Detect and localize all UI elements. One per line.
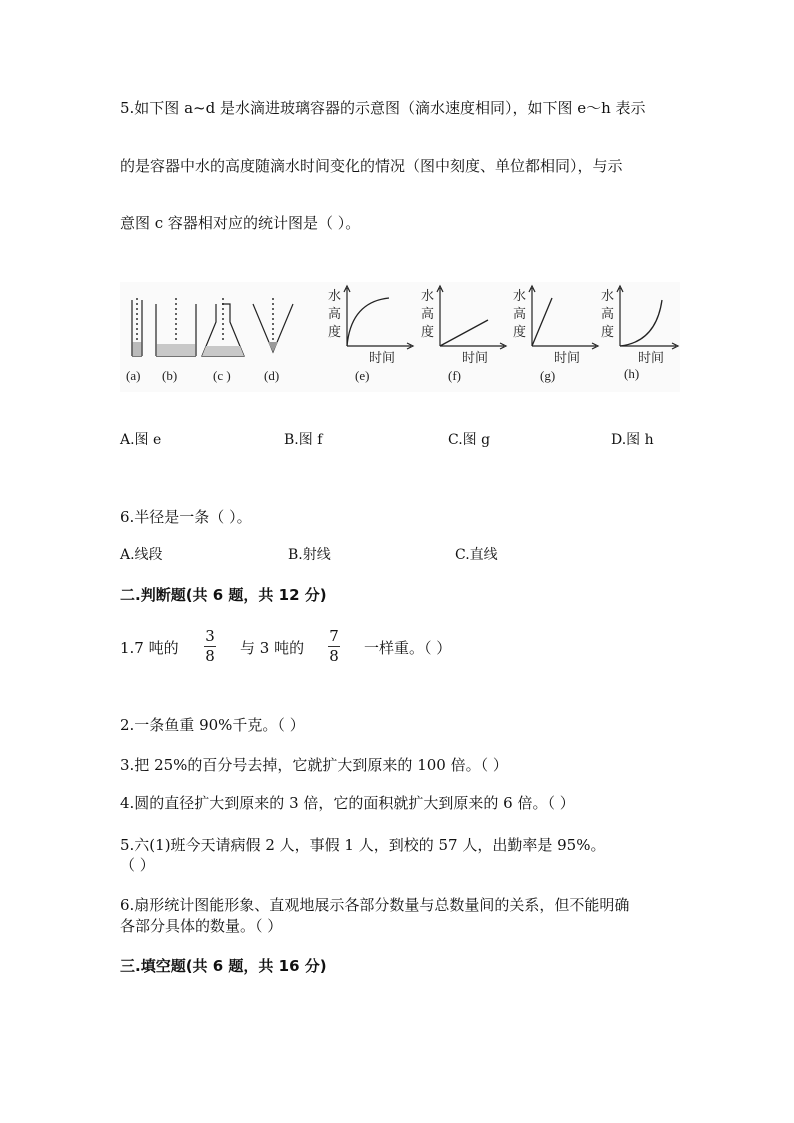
q6-option-b[interactable]: B.射线 [288,547,331,563]
judge-item-1-prefix: 1.7 吨的 [120,639,179,657]
judge-item-4: 4.圆的直径扩大到原来的 3 倍，它的面积就扩大到原来的 6 倍。（ ） [120,794,575,812]
svg-text:水: 水 [513,289,527,304]
label-g: (g) [540,368,556,383]
svg-text:时间: 时间 [554,351,581,366]
q5-option-c[interactable]: C.图 g [448,432,491,448]
svg-text:度: 度 [328,325,342,340]
svg-text:高: 高 [328,307,342,322]
judge-item-1-middle: 与 3 吨的 [240,639,305,657]
svg-text:高: 高 [513,307,527,322]
svg-text:度: 度 [421,325,435,340]
section3-heading: 三.填空题(共 6 题，共 16 分) [120,957,327,975]
judge-item-6-line2: 各部分具体的数量。（ ） [120,917,283,935]
judge-item-5-answer: （ ） [120,856,155,874]
judge-item-5: 5.六(1)班今天请病假 2 人，事假 1 人，到校的 57 人，出勤率是 95%。 [120,836,606,854]
q6-option-c[interactable]: C.直线 [455,547,498,563]
section2-heading: 二.判断题(共 6 题，共 12 分) [120,586,327,604]
label-a: (a) [126,368,141,383]
svg-text:时间: 时间 [462,351,489,366]
q6-option-a[interactable]: A.线段 [120,547,163,563]
label-e: (e) [355,368,370,383]
svg-text:时间: 时间 [369,351,396,366]
judge-item-3: 3.把 25%的百分号去掉，它就扩大到原来的 100 倍。（ ） [120,756,508,774]
label-d: (d) [264,368,280,383]
q5-text-line3: 意图 c 容器相对应的统计图是（ ）。 [120,214,361,232]
q5-option-a[interactable]: A.图 e [120,432,162,448]
svg-text:度: 度 [513,325,527,340]
judge-item-2: 2.一条鱼重 90%千克。（ ） [120,716,305,734]
label-f: (f) [448,368,461,383]
q5-text-line2: 的是容器中水的高度随滴水时间变化的情况（图中刻度、单位都相同），与示 [120,157,623,175]
svg-text:度: 度 [601,325,615,340]
q6-text: 6.半径是一条（ ）。 [120,508,252,526]
svg-text:水: 水 [421,289,435,304]
q5-option-d[interactable]: D.图 h [611,432,654,448]
q5-figure [120,282,680,392]
svg-text:水: 水 [601,289,615,304]
svg-text:水: 水 [328,289,342,304]
q5-option-b[interactable]: B.图 f [284,432,323,448]
label-b: (b) [162,368,178,383]
judge-item-6: 6.扇形统计图能形象、直观地展示各部分数量与总数量间的关系，但不能明确 [120,896,630,914]
svg-text:高: 高 [421,307,435,322]
label-c: (c ) [213,368,231,383]
fraction-7-8: 7 8 [329,627,339,665]
svg-text:时间: 时间 [638,351,665,366]
svg-text:高: 高 [601,307,615,322]
q5-text-line1: 5.如下图 a~d 是水滴进玻璃容器的示意图（滴水速度相同），如下图 e～h 表示 [120,99,646,117]
judge-item-1-suffix: 一样重。（ ） [364,639,452,657]
fraction-3-8: 3 8 [205,627,215,665]
label-h: (h) [624,366,640,381]
